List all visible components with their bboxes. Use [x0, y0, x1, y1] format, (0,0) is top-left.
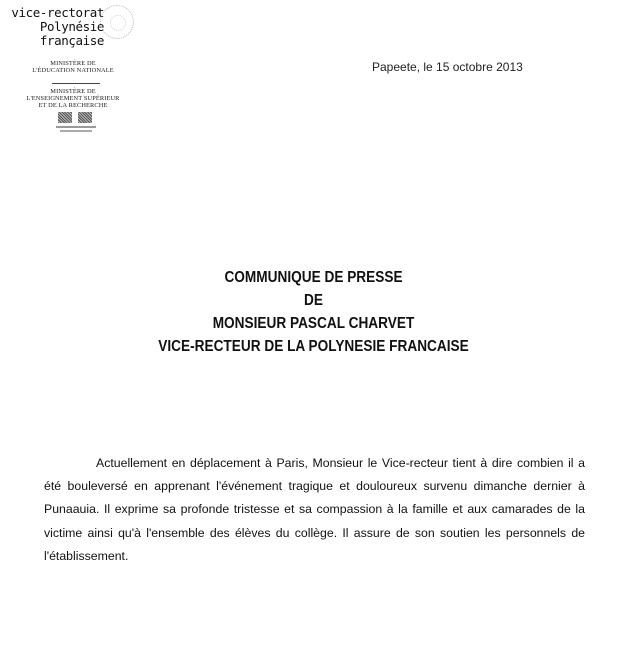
ministry-education-line1: MINISTÈRE DE — [50, 60, 96, 67]
ministry-education-line2: L'ÉDUCATION NATIONALE — [32, 67, 114, 74]
ministry-higher-line1: MINISTÈRE DE — [50, 88, 96, 95]
marianne-logo-icon — [58, 112, 72, 123]
ministry-higher-line2: L'ENSEIGNEMENT SUPÉRIEUR — [26, 95, 120, 102]
republique-francaise-logo — [56, 112, 96, 134]
body-paragraph: Actuellement en déplacement à Paris, Monsieur le Vice-recteur tient à dire combien il a été bouleversé en apprenant l'événement tragique et douloureux survenu dimanche dernier à Punaauia. Il exprime sa profonde tristesse et sa compassion à la famille et aux camarades de la victime ainsi qu'à l'ensemble des élèves du collège. Il assure de son soutien les personnels de l'établissement. — [44, 456, 585, 563]
title-line4: VICE-RECTEUR DE LA POLYNESIE FRANCAISE — [158, 338, 469, 355]
ministry-higher-education — [14, 88, 132, 109]
title-line2: DE — [304, 292, 323, 309]
logo-caption-2 — [60, 130, 92, 132]
document-title — [38, 266, 590, 358]
date-line: Papeete, le 15 octobre 2013 — [372, 60, 523, 74]
organization-line1: vice-rectorat — [11, 5, 104, 20]
organization-name — [0, 6, 104, 48]
body-text — [44, 452, 585, 568]
logo-caption — [56, 126, 96, 128]
organization-line2: Polynésie française — [39, 19, 104, 48]
divider — [52, 83, 100, 84]
title-line3: MONSIEUR PASCAL CHARVET — [212, 315, 415, 332]
seal-inner-ring — [110, 15, 126, 31]
ministry-higher-line3: ET DE LA RECHERCHE — [38, 102, 108, 109]
seal-icon — [100, 5, 134, 39]
emblem-logo-icon — [78, 112, 92, 123]
letterhead — [0, 0, 160, 140]
ministry-education — [14, 60, 132, 74]
title-line1: COMMUNIQUE DE PRESSE — [224, 269, 403, 286]
